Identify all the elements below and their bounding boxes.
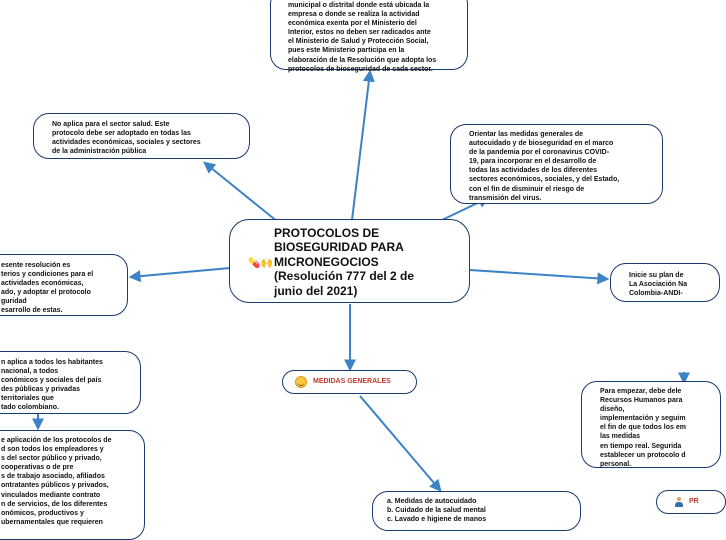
left-lower-node-text: n aplica a todos los habitantes nacional, a todos conómicos y sociales del país des públicas y privadas territoriales que tado colombiano. <box>1 359 103 412</box>
central-topic[interactable] <box>229 219 470 303</box>
medidas-generales-pill[interactable] <box>282 370 417 394</box>
edge-center-right <box>470 270 607 279</box>
upper-left-node[interactable] <box>33 113 250 159</box>
pill-and-praying-hands-icon: 💊🙌 <box>248 258 273 269</box>
pr-pill[interactable] <box>656 490 726 514</box>
left-lower-node[interactable] <box>0 351 141 414</box>
medidas-list-node[interactable] <box>372 491 581 531</box>
medidas-list-node-text: a. Medidas de autocuidado b. Cuidado de la salud mental c. Lavado e higiene de manos <box>387 498 487 524</box>
left-bottom-node[interactable] <box>0 430 145 540</box>
person-icon <box>675 497 683 507</box>
right-lower-node[interactable] <box>581 381 721 468</box>
edge-medidas-sub <box>360 396 440 490</box>
edge-center-left-mid <box>131 268 230 277</box>
upper-right-node-text: Orientar las medidas generales de autocuidado y de bioseguridad en el marco de la pandemia por el coronavirus COVID- 19, para incorporar en el desarrollo de todas las actividades de los diferentes sectores económicos, sociales, y del Estado, con el fin de disminuir el riesgo de transmisión del virus. <box>469 131 620 202</box>
upper-right-node[interactable] <box>450 124 663 204</box>
pr-pill-label: PR <box>689 498 699 506</box>
left-bottom-node-text: e aplicación de los protocolos de d son todos los empleadores y s del sector público y privado, cooperativas o de pre s de trabajo asociado, afiliados ontratantes públicos y privados, vinculados mediante contrato n de servicios, de los diferentes onómicos, productivos y ubernamentales que requieren <box>1 437 112 526</box>
right-lower-node-text: Para empezar, debe dele Recursos Humanos para diseño, implementación y seguim el fin de que todos los em las medidas en tiempo real. Segurida establecer un protocolo d personal. <box>600 388 686 468</box>
edge-center-upper-left <box>205 163 278 222</box>
smiley-face-icon <box>295 376 307 388</box>
right-node-text: Inicie su plan de La Asociación Na Colombia-ANDI- <box>629 272 688 298</box>
left-mid-node[interactable] <box>0 254 128 316</box>
medidas-generales-label: MEDIDAS GENERALES <box>313 378 391 386</box>
top-node-text: municipal o distrital donde está ubicada la empresa o donde se realiza la actividad económica exenta por el Ministerio del Interior, estos no deben ser radicados ante el Ministerio de Salud y Protección Social, pues este Ministerio participa en la elaboración de la Resolución que adopta los protocolos de bioseguridad de cada sector. <box>288 2 437 73</box>
edge-center-top <box>352 72 370 220</box>
right-node[interactable] <box>610 263 720 302</box>
central-topic-title: PROTOCOLOS DE BIOSEGURIDAD PARA MICRONEGOCIOS (Resolución 777 del 2 de junio del 2021) <box>274 226 415 298</box>
top-node[interactable] <box>270 0 468 73</box>
left-mid-node-text: esente resolución es terios y condiciones para el actividades económicas, ado, y adoptar el protocolo guridad esarrollo de estas. <box>1 262 94 315</box>
upper-left-node-text: No aplica para el sector salud. Este protocolo debe ser adoptado en todas las actividades económicas, sociales y sectores de la administración pública <box>52 121 201 156</box>
